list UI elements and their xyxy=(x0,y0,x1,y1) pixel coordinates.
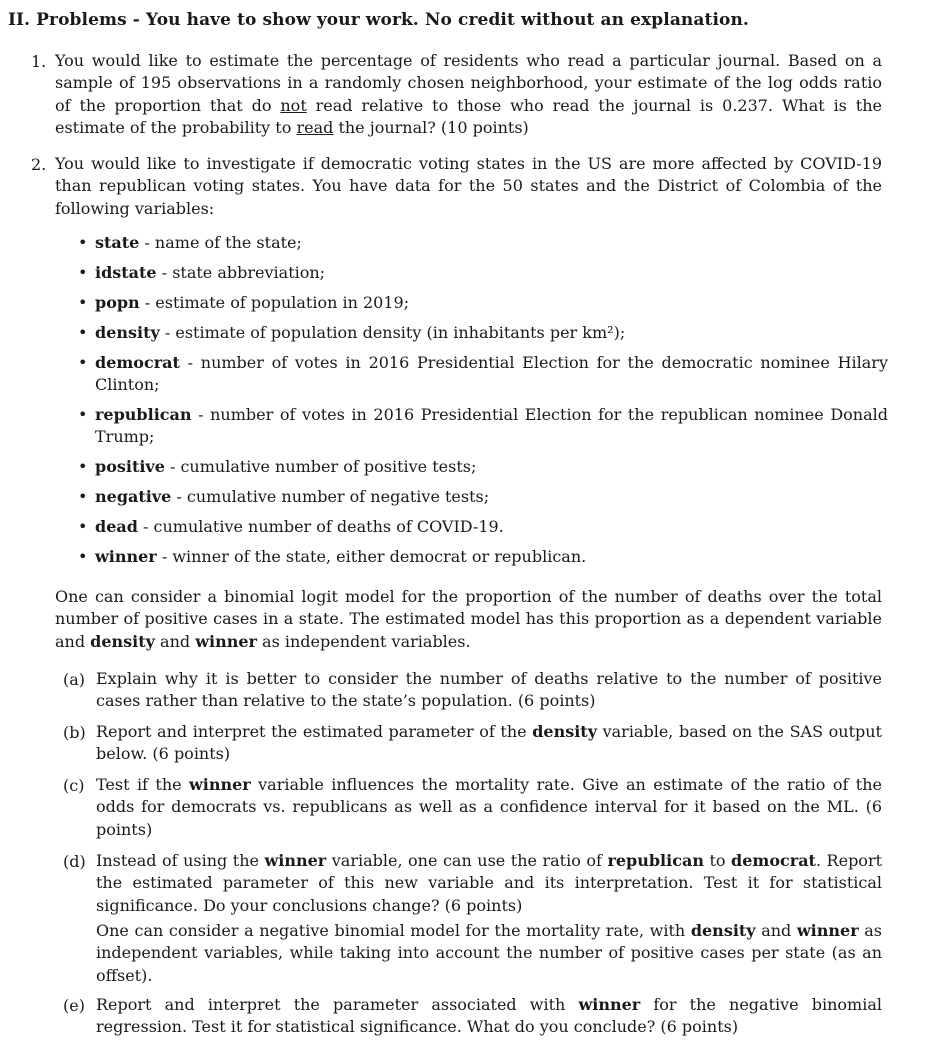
part-b-text-a: Report and interpret the estimated parameter of the xyxy=(96,722,533,741)
part-e-bold: winner xyxy=(578,995,641,1014)
variable-name: state xyxy=(95,233,140,252)
bullet-icon: • xyxy=(78,263,88,282)
part-d-text-d: . Report the estimated parameter of this new variable and its interpretation. Test it for statistical significance. Do your conclusions change? (6 points) xyxy=(96,851,883,915)
variable-item xyxy=(78,292,888,314)
problem-2-number: 2. xyxy=(31,155,47,174)
part-c-text-b: variable influences the mortality rate. Give an estimate of the ratio of the odds for democrats vs. republicans as well as a confidence interval for it based on the ML. (6 points) xyxy=(96,775,882,839)
variable-desc: - cumulative number of negative tests; xyxy=(171,487,490,506)
bullet-icon: • xyxy=(78,233,88,252)
bullet-icon: • xyxy=(78,517,88,536)
part-e-text-a: Report and interpret the parameter associated with xyxy=(96,995,579,1014)
p1-text-b: read relative to those who read the journal is 0.237. What is the estimate of the probability to xyxy=(55,95,882,137)
variable-name: democrat xyxy=(95,353,180,372)
p1-text-c: the journal? (10 points) xyxy=(333,117,529,137)
p1-text-a: You would like to estimate the percentage of residents who read a particular journal. Based on a sample of 195 observations in a randomly chosen neighborhood, your estimate of the log odds ratio of the proportion that do xyxy=(55,51,882,115)
part-b-label: (b) xyxy=(63,723,86,742)
variable-desc: - estimate of population in 2019; xyxy=(139,293,410,312)
part-b-bold: density xyxy=(532,722,597,741)
part-d-label: (d) xyxy=(63,852,86,871)
nb-bold-density: density xyxy=(690,921,756,940)
variable-item xyxy=(78,232,888,254)
variable-desc: - number of votes in 2016 Presidential Election for the republican nominee Donald Trump; xyxy=(95,405,888,446)
variable-item xyxy=(78,404,888,448)
bullet-icon: • xyxy=(78,457,88,476)
part-e-text xyxy=(96,994,882,1039)
variable-desc: - number of votes in 2016 Presidential Election for the democratic nominee Hilary Clinton; xyxy=(95,353,888,394)
nb-bold-winner: winner xyxy=(796,921,859,940)
variable-desc: - cumulative number of deaths of COVID-19. xyxy=(137,517,504,536)
part-b-text-b: variable, based on the SAS output below. (6 points) xyxy=(96,722,882,764)
nb-text-c: as independent variables, while taking into account the number of positive cases per state (as an offset). xyxy=(96,921,882,985)
variable-name: dead xyxy=(95,517,138,536)
variable-item xyxy=(78,486,888,508)
model-text-a: One can consider a binomial logit model for the proportion of the number of deaths over the total number of positive cases in a state. The estimated model has this proportion as a dependent variable and xyxy=(55,587,882,651)
part-d-text-b: variable, one can use the ratio of xyxy=(326,851,608,870)
section-heading: II. Problems - You have to show your work. No credit without an explanation. xyxy=(8,10,749,30)
bullet-icon: • xyxy=(78,353,88,372)
negative-binomial-intro xyxy=(96,920,882,987)
variable-name: positive xyxy=(95,457,165,476)
part-a-text: Explain why it is better to consider the number of deaths relative to the number of positive cases rather than relative to the state’s population. (6 points) xyxy=(96,669,882,711)
variable-item xyxy=(78,262,888,284)
variable-name: idstate xyxy=(95,263,157,282)
part-c-text xyxy=(96,774,882,841)
variable-desc: - state abbreviation; xyxy=(156,263,326,282)
part-d-bold-winner: winner xyxy=(264,851,327,870)
variable-desc: - name of the state; xyxy=(139,233,302,252)
variable-item xyxy=(78,456,888,478)
model-text-c: as independent variables. xyxy=(256,631,471,651)
part-a-label: (a) xyxy=(63,670,86,689)
model-description xyxy=(55,586,882,653)
part-d-text-a: Instead of using the xyxy=(96,851,265,870)
variable-name: winner xyxy=(95,547,157,566)
problem-2-intro: You would like to investigate if democratic voting states in the US are more affected by COVID-19 than republican voting states. You have data for the 50 states and the District of Colombia of the following variables: xyxy=(55,154,882,218)
part-c-text-a: Test if the xyxy=(96,775,189,794)
model-bold-winner: winner xyxy=(195,631,257,651)
variable-item xyxy=(78,546,888,568)
variable-name: popn xyxy=(95,293,140,312)
variable-item xyxy=(78,322,888,344)
problem-1-text xyxy=(55,50,882,139)
model-text-b: and xyxy=(154,631,196,651)
part-d-bold-democrat: democrat xyxy=(731,851,816,870)
part-b-text xyxy=(96,721,882,766)
part-e-label: (e) xyxy=(63,996,85,1015)
part-c-bold: winner xyxy=(189,775,251,794)
bullet-icon: • xyxy=(78,293,88,312)
variable-name: republican xyxy=(95,405,192,424)
nb-text-a: One can consider a negative binomial model for the mortality rate, with xyxy=(96,921,691,940)
variable-item xyxy=(78,352,888,396)
variable-item xyxy=(78,516,888,538)
part-e-text-b: for the negative binomial regression. Test it for statistical significance. What do you conclude? (6 points) xyxy=(96,995,882,1037)
bullet-icon: • xyxy=(78,323,88,342)
variable-name: negative xyxy=(95,487,172,506)
variable-desc: - winner of the state, either democrat or republican. xyxy=(156,547,587,566)
variable-desc: - estimate of population density (in inhabitants per km²); xyxy=(159,323,626,342)
bullet-icon: • xyxy=(78,487,88,506)
model-bold-density: density xyxy=(90,631,155,651)
part-d-text-c: to xyxy=(703,851,732,870)
bullet-icon: • xyxy=(78,405,88,424)
variable-list xyxy=(78,232,888,568)
part-c-label: (c) xyxy=(63,776,85,795)
bullet-icon: • xyxy=(78,547,88,566)
part-d-bold-republican: republican xyxy=(607,851,704,870)
variable-name: density xyxy=(95,323,160,342)
variable-desc: - cumulative number of positive tests; xyxy=(164,457,477,476)
p1-underlined-not: not xyxy=(280,95,307,115)
nb-text-b: and xyxy=(755,921,797,940)
part-d-text xyxy=(96,850,882,917)
problem-1-number: 1. xyxy=(31,52,47,71)
p1-underlined-read: read xyxy=(296,117,334,137)
